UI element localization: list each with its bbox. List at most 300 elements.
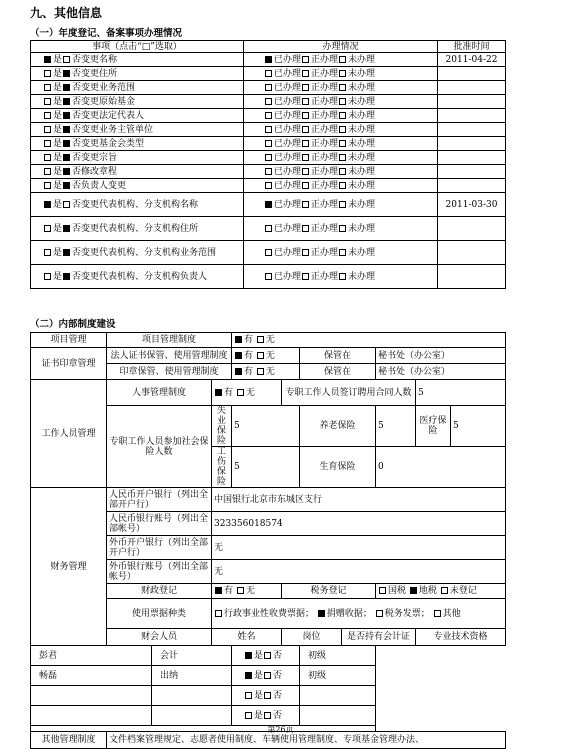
checkbox-unchecked[interactable] xyxy=(264,652,271,659)
checkbox-unchecked[interactable] xyxy=(302,168,309,175)
option-label: 否 xyxy=(72,166,82,177)
col-header-cert: 是否持有会计证 xyxy=(342,629,416,646)
option-label: 是 xyxy=(53,54,63,65)
date-cell xyxy=(438,123,506,137)
checkbox-unchecked[interactable] xyxy=(44,249,51,256)
option-label: 正办理 xyxy=(311,110,339,121)
date-cell xyxy=(438,179,506,193)
checkbox-unchecked[interactable] xyxy=(339,273,346,280)
staff-position xyxy=(152,686,232,706)
project-system-choice: 有 无 xyxy=(232,333,506,348)
item-label: 变更业务范围 xyxy=(81,82,136,93)
checkbox-unchecked[interactable] xyxy=(44,182,51,189)
option-label: 是 xyxy=(53,223,63,234)
option-label: 已办理 xyxy=(274,271,302,282)
invoice-types-label: 使用票据种类 xyxy=(107,599,212,629)
hr-system-choice: 有 无 xyxy=(212,380,282,406)
checkbox-unchecked[interactable] xyxy=(237,587,244,594)
option-label: 已办理 xyxy=(274,82,302,93)
option-label: 是 xyxy=(254,670,264,681)
option-label: 已办理 xyxy=(274,96,302,107)
checkbox-unchecked[interactable] xyxy=(44,112,51,119)
checkbox-unchecked[interactable] xyxy=(339,112,346,119)
option-label: 正办理 xyxy=(311,138,339,149)
section-title: 九、其他信息 xyxy=(30,6,103,20)
table-row xyxy=(31,666,506,686)
item-cell xyxy=(31,179,244,193)
table-row xyxy=(31,137,506,151)
table-row xyxy=(31,217,506,241)
staff-qual: 初级 xyxy=(300,666,376,686)
checkbox-unchecked[interactable] xyxy=(44,225,51,232)
staff-mgmt-label: 工作人员管理 xyxy=(31,380,107,488)
checkbox-checked[interactable] xyxy=(63,98,70,105)
option-label: 否 xyxy=(72,247,82,258)
tax-reg-label: 税务登记 xyxy=(282,584,376,599)
option-label: 已办理 xyxy=(274,138,302,149)
option-label: 是 xyxy=(53,180,63,191)
option-label: 未办理 xyxy=(348,199,376,210)
checkbox-unchecked[interactable] xyxy=(257,352,264,359)
option-label: 未办理 xyxy=(348,223,376,234)
checkbox-checked[interactable] xyxy=(265,201,272,208)
item-label: 变更住所 xyxy=(81,68,118,79)
seal-cert-keeper: 秘书处（办公室） xyxy=(376,348,506,364)
date-cell: 2011-03-30 xyxy=(438,193,506,217)
checkbox-unchecked[interactable] xyxy=(339,154,346,161)
col-header-status: 办理情况 xyxy=(244,41,438,53)
checkbox-unchecked[interactable] xyxy=(44,70,51,77)
item-cell xyxy=(31,193,244,217)
checkbox-checked[interactable] xyxy=(63,112,70,119)
checkbox-unchecked[interactable] xyxy=(376,610,383,617)
checkbox-checked[interactable] xyxy=(44,201,51,208)
checkbox-unchecked[interactable] xyxy=(339,98,346,105)
checkbox-unchecked[interactable] xyxy=(215,610,222,617)
option-label: 否 xyxy=(72,110,82,121)
date-cell xyxy=(438,137,506,151)
status-cell xyxy=(244,95,438,109)
item-label: 变更业务主管单位 xyxy=(81,124,154,135)
item-label: 变更名称 xyxy=(81,54,118,65)
staff-name: 畅磊 xyxy=(31,666,152,686)
option-label: 是 xyxy=(254,690,264,701)
checkbox-unchecked[interactable] xyxy=(265,273,272,280)
item-label: 变更代表机构、分支机构名称 xyxy=(81,199,199,210)
table-row xyxy=(31,123,506,137)
checkbox-unchecked[interactable] xyxy=(302,70,309,77)
item-cell xyxy=(31,241,244,265)
internal-heading: （二）内部制度建设 xyxy=(30,319,116,330)
table-row xyxy=(31,686,506,706)
contract-count: 5 xyxy=(416,380,506,406)
table-row xyxy=(31,179,506,193)
table-row xyxy=(31,165,506,179)
checkbox-unchecked[interactable] xyxy=(265,168,272,175)
item-label: 变更法定代表人 xyxy=(81,110,145,121)
option-label: 正办理 xyxy=(311,199,339,210)
staff-qual: 初级 xyxy=(300,646,376,666)
option-label: 否 xyxy=(273,670,283,681)
checkbox-unchecked[interactable] xyxy=(339,249,346,256)
option-label: 正办理 xyxy=(311,124,339,135)
checkbox-unchecked[interactable] xyxy=(44,154,51,161)
checkbox-unchecked[interactable] xyxy=(302,154,309,161)
item-cell xyxy=(31,137,244,151)
annual-registration-table xyxy=(30,40,506,289)
ins-unemployment-label: 失业保险 xyxy=(212,406,232,447)
checkbox-checked[interactable] xyxy=(63,140,70,147)
option-label: 正办理 xyxy=(311,180,339,191)
option-label: 否 xyxy=(72,68,82,79)
status-cell xyxy=(244,137,438,151)
option-label: 未办理 xyxy=(348,68,376,79)
checkbox-checked[interactable] xyxy=(63,182,70,189)
status-cell xyxy=(244,165,438,179)
accountants-label: 财会人员 xyxy=(107,629,212,646)
option-label: 否 xyxy=(72,152,82,163)
checkbox-unchecked[interactable] xyxy=(257,368,264,375)
option-label: 是 xyxy=(254,710,264,721)
item-cell xyxy=(31,217,244,241)
ins-medical-value: 5 xyxy=(451,406,506,447)
checkbox-checked[interactable] xyxy=(63,84,70,91)
item-label: 变更代表机构、分支机构住所 xyxy=(81,223,199,234)
rmb-bank-label: 人民币开户银行（列出全部开户行） xyxy=(107,488,212,512)
item-cell xyxy=(31,67,244,81)
col-header-date: 批准时间 xyxy=(438,41,506,53)
insurance-label: 专职工作人员参加社会保险人数 xyxy=(107,406,212,488)
checkbox-checked[interactable] xyxy=(245,652,252,659)
rmb-bank-value: 中国银行北京市东城区支行 xyxy=(212,488,506,512)
checkbox-unchecked[interactable] xyxy=(302,126,309,133)
item-cell xyxy=(31,151,244,165)
status-cell xyxy=(244,241,438,265)
option-label: 已办理 xyxy=(274,247,302,258)
item-cell xyxy=(31,165,244,179)
option-label: 未办理 xyxy=(348,152,376,163)
checkbox-unchecked[interactable] xyxy=(379,587,386,594)
table-row xyxy=(31,53,506,67)
checkbox-unchecked[interactable] xyxy=(264,672,271,679)
checkbox-unchecked[interactable] xyxy=(245,692,252,699)
option-label: 是 xyxy=(53,110,63,121)
option-label: 否 xyxy=(72,223,82,234)
staff-qual xyxy=(300,706,376,726)
checkbox-unchecked[interactable] xyxy=(339,182,346,189)
staff-position: 出纳 xyxy=(152,666,232,686)
checkbox-unchecked[interactable] xyxy=(302,182,309,189)
option-label: 否 xyxy=(72,54,82,65)
option-label: 否 xyxy=(72,199,82,210)
other-mgmt-label: 其他管理制度 xyxy=(31,732,107,749)
checkbox-unchecked[interactable] xyxy=(265,225,272,232)
checkbox-checked[interactable] xyxy=(245,672,252,679)
checkbox-unchecked[interactable] xyxy=(434,610,441,617)
checkbox-checked[interactable] xyxy=(410,587,417,594)
checkbox-unchecked[interactable] xyxy=(44,84,51,91)
checkbox-unchecked[interactable] xyxy=(265,112,272,119)
checkbox-unchecked[interactable] xyxy=(302,273,309,280)
date-cell xyxy=(438,151,506,165)
date-cell xyxy=(438,217,506,241)
option-label: 正办理 xyxy=(311,54,339,65)
option-label: 未办理 xyxy=(348,110,376,121)
seal-cert-choice: 有 无 xyxy=(232,348,300,364)
checkbox-unchecked[interactable] xyxy=(44,140,51,147)
table-row xyxy=(31,67,506,81)
option-label: 未办理 xyxy=(348,180,376,191)
page-footer: 第26页 xyxy=(267,725,294,734)
option-label: 已办理 xyxy=(274,180,302,191)
checkbox-unchecked[interactable] xyxy=(264,692,271,699)
checkbox-unchecked[interactable] xyxy=(265,182,272,189)
option-label: 未办理 xyxy=(348,138,376,149)
checkbox-unchecked[interactable] xyxy=(265,70,272,77)
option-label: 未办理 xyxy=(348,124,376,135)
checkbox-unchecked[interactable] xyxy=(302,112,309,119)
ins-injury-label: 工伤保险 xyxy=(212,447,232,488)
option-label: 正办理 xyxy=(311,223,339,234)
checkbox-unchecked[interactable] xyxy=(257,336,264,343)
date-cell xyxy=(438,265,506,289)
option-label: 已办理 xyxy=(274,166,302,177)
staff-name xyxy=(31,686,152,706)
item-cell xyxy=(31,265,244,289)
option-label: 是 xyxy=(53,247,63,258)
date-cell xyxy=(438,81,506,95)
checkbox-unchecked[interactable] xyxy=(339,126,346,133)
checkbox-unchecked[interactable] xyxy=(302,140,309,147)
project-mgmt-label: 项目管理 xyxy=(31,333,107,348)
option-label: 未办理 xyxy=(348,54,376,65)
checkbox-checked[interactable] xyxy=(265,56,272,63)
project-system-label: 项目管理制度 xyxy=(107,333,232,348)
checkbox-checked[interactable] xyxy=(63,70,70,77)
seal-cert-keeper-label: 保管在 xyxy=(300,348,376,364)
status-cell xyxy=(244,109,438,123)
ins-maternity-label: 生育保险 xyxy=(300,447,376,488)
checkbox-checked[interactable] xyxy=(63,126,70,133)
option-label: 是 xyxy=(254,650,264,661)
item-cell xyxy=(31,81,244,95)
checkbox-checked[interactable] xyxy=(63,225,70,232)
checkbox-unchecked[interactable] xyxy=(339,84,346,91)
ins-injury-value: 5 xyxy=(232,447,300,488)
option-label: 已办理 xyxy=(274,124,302,135)
checkbox-unchecked[interactable] xyxy=(339,140,346,147)
option-label: 否 xyxy=(72,96,82,107)
ins-maternity-value: 0 xyxy=(376,447,506,488)
checkbox-checked[interactable] xyxy=(235,336,242,343)
option-label: 已办理 xyxy=(274,54,302,65)
option-label: 未办理 xyxy=(348,82,376,93)
rmb-account-value: 323356018574 xyxy=(212,512,506,536)
date-cell xyxy=(438,109,506,123)
staff-cert xyxy=(232,686,300,706)
checkbox-unchecked[interactable] xyxy=(302,84,309,91)
ins-pension-label: 养老保险 xyxy=(300,406,376,447)
checkbox-unchecked[interactable] xyxy=(44,168,51,175)
checkbox-checked[interactable] xyxy=(235,352,242,359)
checkbox-unchecked[interactable] xyxy=(339,70,346,77)
option-label: 是 xyxy=(53,271,63,282)
checkbox-unchecked[interactable] xyxy=(245,712,252,719)
checkbox-unchecked[interactable] xyxy=(44,126,51,133)
option-label: 是 xyxy=(53,124,63,135)
invoice-types-choice: 行政事业性收费票据； 捐赠收据； 税务发票； 其他 xyxy=(212,599,506,629)
annual-heading: （一）年度登记、备案事项办理情况 xyxy=(30,28,183,39)
checkbox-checked[interactable] xyxy=(215,587,222,594)
table-row xyxy=(31,95,506,109)
option-label: 是 xyxy=(53,152,63,163)
item-cell xyxy=(31,95,244,109)
checkbox-unchecked[interactable] xyxy=(302,249,309,256)
checkbox-unchecked[interactable] xyxy=(265,84,272,91)
status-cell xyxy=(244,53,438,67)
checkbox-checked[interactable] xyxy=(318,610,325,617)
checkbox-unchecked[interactable] xyxy=(63,201,70,208)
option-label: 未办理 xyxy=(348,271,376,282)
checkbox-unchecked[interactable] xyxy=(302,98,309,105)
staff-name: 彭君 xyxy=(31,646,152,666)
item-label: 负责人变更 xyxy=(81,180,127,191)
seal-cert-label: 法人证书保管、使用管理制度 xyxy=(107,348,232,364)
col-header-qual: 专业技术资格 xyxy=(416,629,506,646)
option-label: 正办理 xyxy=(311,152,339,163)
date-cell xyxy=(438,95,506,109)
option-label: 正办理 xyxy=(311,166,339,177)
internal-system-table xyxy=(30,332,506,749)
item-label: 变更宗旨 xyxy=(81,152,118,163)
table-row xyxy=(31,109,506,123)
option-label: 未办理 xyxy=(348,247,376,258)
fx-account-label: 外币银行账号（列出全部帐号） xyxy=(107,560,212,584)
option-label: 否 xyxy=(72,82,82,93)
checkbox-unchecked[interactable] xyxy=(63,56,70,63)
col-header-item: 事项（点击“□”选取） xyxy=(31,41,244,53)
staff-position: 会计 xyxy=(152,646,232,666)
ins-pension-value: 5 xyxy=(376,406,416,447)
col-header-name: 姓名 xyxy=(212,629,282,646)
checkbox-unchecked[interactable] xyxy=(302,56,309,63)
checkbox-unchecked[interactable] xyxy=(237,389,244,396)
checkbox-unchecked[interactable] xyxy=(339,201,346,208)
status-cell xyxy=(244,151,438,165)
checkbox-unchecked[interactable] xyxy=(265,140,272,147)
date-cell: 2011-04-22 xyxy=(438,53,506,67)
option-label: 否 xyxy=(72,138,82,149)
checkbox-checked[interactable] xyxy=(235,368,242,375)
checkbox-unchecked[interactable] xyxy=(265,154,272,161)
checkbox-unchecked[interactable] xyxy=(302,201,309,208)
date-cell xyxy=(438,165,506,179)
checkbox-unchecked[interactable] xyxy=(339,56,346,63)
staff-name xyxy=(31,706,152,726)
checkbox-unchecked[interactable] xyxy=(441,587,448,594)
date-cell xyxy=(438,241,506,265)
item-label: 变更基金会类型 xyxy=(81,138,145,149)
item-label: 变更原始基金 xyxy=(81,96,136,107)
fiscal-reg-label: 财政登记 xyxy=(107,584,212,599)
option-label: 正办理 xyxy=(311,82,339,93)
fx-account-value: 无 xyxy=(212,560,506,584)
checkbox-unchecked[interactable] xyxy=(265,249,272,256)
option-label: 是 xyxy=(53,166,63,177)
contract-label: 专职工作人员签订聘用合同人数 xyxy=(282,380,416,406)
checkbox-unchecked[interactable] xyxy=(302,225,309,232)
option-label: 正办理 xyxy=(311,271,339,282)
status-cell xyxy=(244,217,438,241)
checkbox-unchecked[interactable] xyxy=(265,98,272,105)
item-cell xyxy=(31,53,244,67)
status-cell xyxy=(244,179,438,193)
option-label: 是 xyxy=(53,68,63,79)
option-label: 否 xyxy=(273,710,283,721)
option-label: 是 xyxy=(53,138,63,149)
option-label: 已办理 xyxy=(274,199,302,210)
checkbox-checked[interactable] xyxy=(63,273,70,280)
staff-qual xyxy=(300,686,376,706)
staff-position xyxy=(152,706,232,726)
other-mgmt-text: 文件档案管理规定、志愿者使用制度、车辆使用管理制度、专项基金管理办法、 xyxy=(107,732,506,749)
option-label: 否 xyxy=(273,650,283,661)
status-cell xyxy=(244,67,438,81)
finance-mgmt-label: 财务管理 xyxy=(31,488,107,646)
checkbox-unchecked[interactable] xyxy=(44,98,51,105)
rmb-account-label: 人民币银行账号（列出全部帐号） xyxy=(107,512,212,536)
option-label: 未办理 xyxy=(348,96,376,107)
checkbox-checked[interactable] xyxy=(63,154,70,161)
col-header-position: 岗位 xyxy=(282,629,342,646)
option-label: 否 xyxy=(72,124,82,135)
option-label: 未办理 xyxy=(348,166,376,177)
checkbox-checked[interactable] xyxy=(63,168,70,175)
staff-cert xyxy=(232,666,300,686)
seal-stamp-keeper-label: 保管在 xyxy=(300,364,376,380)
checkbox-checked[interactable] xyxy=(44,56,51,63)
checkbox-unchecked[interactable] xyxy=(264,712,271,719)
item-label: 变更代表机构、分支机构业务范围 xyxy=(81,247,217,258)
option-label: 正办理 xyxy=(311,96,339,107)
table-row xyxy=(31,265,506,289)
item-label: 变更代表机构、分支机构负责人 xyxy=(81,271,208,282)
option-label: 已办理 xyxy=(274,110,302,121)
table-row xyxy=(31,193,506,217)
table-row xyxy=(31,81,506,95)
checkbox-checked[interactable] xyxy=(63,249,70,256)
checkbox-checked[interactable] xyxy=(215,389,222,396)
checkbox-unchecked[interactable] xyxy=(339,225,346,232)
table-row xyxy=(31,706,506,726)
status-cell xyxy=(244,193,438,217)
status-cell xyxy=(244,123,438,137)
checkbox-unchecked[interactable] xyxy=(44,273,51,280)
status-cell xyxy=(244,81,438,95)
table-row xyxy=(31,241,506,265)
item-cell xyxy=(31,109,244,123)
option-label: 正办理 xyxy=(311,68,339,79)
staff-cert xyxy=(232,646,300,666)
option-label: 是 xyxy=(53,82,63,93)
checkbox-unchecked[interactable] xyxy=(339,168,346,175)
checkbox-unchecked[interactable] xyxy=(265,126,272,133)
option-label: 否 xyxy=(72,271,82,282)
table-row xyxy=(31,646,506,666)
fiscal-reg-choice: 有 无 xyxy=(212,584,282,599)
option-label: 已办理 xyxy=(274,152,302,163)
item-label: 修改章程 xyxy=(81,166,118,177)
